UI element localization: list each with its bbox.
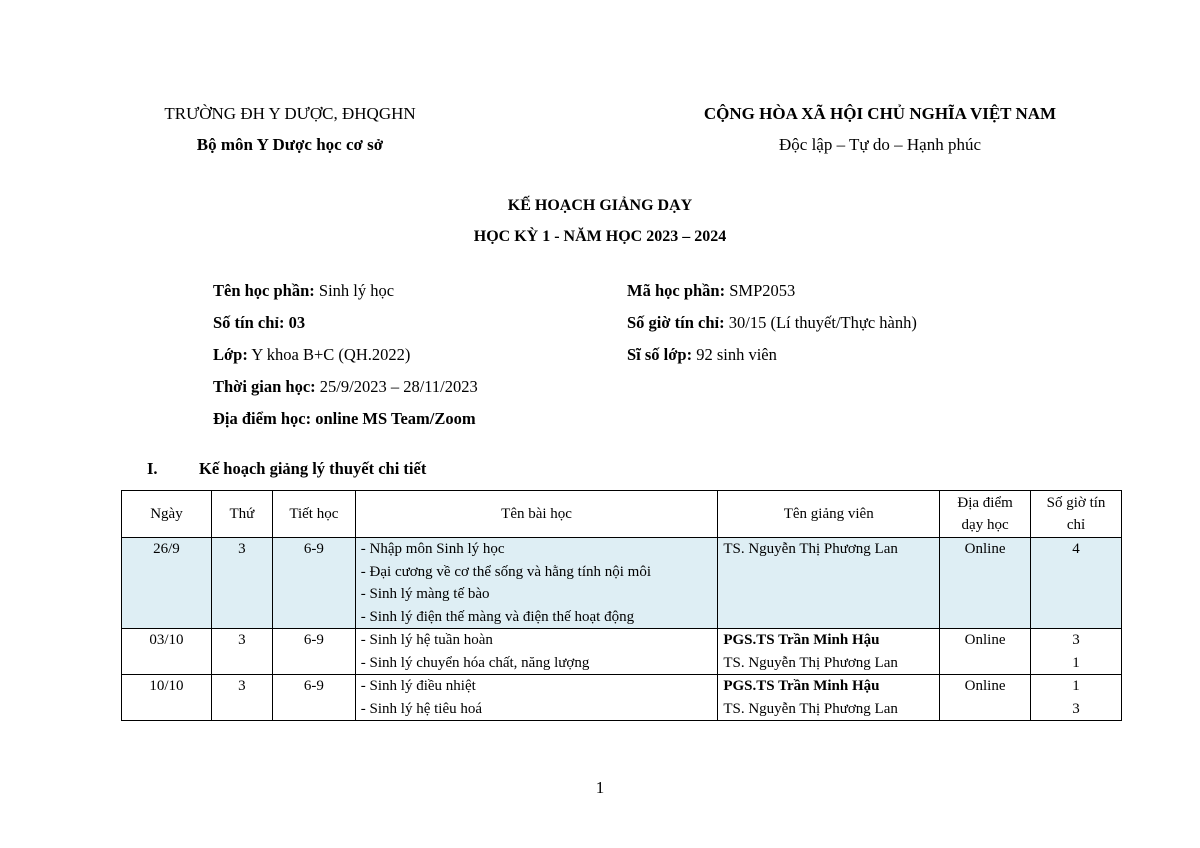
course-info-right <box>627 275 917 371</box>
row-hours <box>1031 538 1122 629</box>
lecturer-name: TS. Nguyễn Thị Phương Lan <box>723 700 898 717</box>
header-date: Ngày <box>122 491 212 538</box>
hours-value: 1 <box>1072 678 1080 694</box>
national-motto: Độc lập – Tự do – Hạnh phúc <box>779 135 981 154</box>
lesson-item: - Đại cương về cơ thể sống và hằng tính nội môi <box>360 563 651 580</box>
header-lesson: Tên bài học <box>355 491 718 538</box>
lecturer-name: PGS.TS Trần Minh Hậu <box>723 632 880 648</box>
lesson-item: - Sinh lý màng tế bào <box>360 586 490 602</box>
row-venue: Online <box>940 629 1031 675</box>
lesson-item: - Sinh lý hệ tuần hoàn <box>360 632 493 648</box>
row-lecturers <box>718 629 940 675</box>
university-name: TRƯỜNG ĐH Y DƯỢC, ĐHQGHN <box>164 104 416 123</box>
hours-value: 4 <box>1072 541 1080 557</box>
row-hours <box>1031 629 1122 675</box>
row-venue: Online <box>940 538 1031 629</box>
row-weekday: 3 <box>211 629 272 675</box>
header-weekday: Thứ <box>211 491 272 538</box>
schedule-table <box>121 490 1122 721</box>
row-weekday: 3 <box>211 675 272 721</box>
hours-value: 3 <box>1072 700 1080 717</box>
hours-value: 1 <box>1072 654 1080 671</box>
header-venue: Địa điểm dạy học <box>940 491 1031 538</box>
institution-header <box>130 98 450 160</box>
hours-value: 3 <box>1072 632 1080 648</box>
lesson-item: - Nhập môn Sinh lý học <box>360 541 505 557</box>
lesson-item: - Sinh lý điều nhiệt <box>360 678 476 694</box>
row-lessons <box>355 629 718 675</box>
row-lecturers <box>718 538 940 629</box>
row-period: 6-9 <box>272 629 355 675</box>
national-header <box>660 98 1100 160</box>
country-name: CỘNG HÒA XÃ HỘI CHỦ NGHĨA VIỆT NAM <box>703 104 1057 123</box>
table-row <box>122 538 1122 629</box>
study-time: Thời gian học: 25/9/2023 – 28/11/2023 <box>213 377 478 396</box>
course-code: Mã học phần: SMP2053 <box>627 281 796 300</box>
lesson-item: - Sinh lý chuyển hóa chất, năng lượng <box>360 654 590 671</box>
lesson-item: - Sinh lý hệ tiêu hoá <box>360 700 483 717</box>
study-location: Địa điểm học: online MS Team/Zoom <box>213 409 476 428</box>
row-lecturers <box>718 675 940 721</box>
credits: Số tín chỉ: 03 <box>213 313 306 332</box>
class-size: Sĩ số lớp: 92 sinh viên <box>627 345 777 364</box>
lecturer-name: TS. Nguyễn Thị Phương Lan <box>723 654 898 671</box>
section-title: Kế hoạch giảng lý thuyết chi tiết <box>199 459 427 478</box>
row-venue: Online <box>940 675 1031 721</box>
course-info-left <box>213 275 478 435</box>
table-header-row <box>122 491 1122 538</box>
department-name: Bộ môn Y Dược học cơ sở <box>196 135 384 154</box>
lesson-item: - Sinh lý điện thế màng và điện thế hoạt động <box>360 608 635 625</box>
row-date: 10/10 <box>122 675 212 721</box>
header-hours: Số giờ tín chỉ <box>1031 491 1122 538</box>
row-date: 26/9 <box>122 538 212 629</box>
document-title <box>0 190 1200 252</box>
row-hours <box>1031 675 1122 721</box>
row-period: 6-9 <box>272 538 355 629</box>
row-lessons <box>355 675 718 721</box>
lecturer-name: TS. Nguyễn Thị Phương Lan <box>723 541 898 557</box>
row-date: 03/10 <box>122 629 212 675</box>
page-number: 1 <box>595 778 605 797</box>
row-lessons <box>355 538 718 629</box>
title-line-2: HỌC KỲ 1 - NĂM HỌC 2023 – 2024 <box>473 228 727 245</box>
section-number: I. <box>147 459 158 478</box>
title-line-1: KẾ HOẠCH GIẢNG DẠY <box>507 197 693 214</box>
header-lecturer: Tên giảng viên <box>718 491 940 538</box>
table-row <box>122 675 1122 721</box>
section-heading <box>147 459 426 479</box>
header-period: Tiết học <box>272 491 355 538</box>
course-name: Tên học phần: Sinh lý học <box>213 281 395 300</box>
table-row <box>122 629 1122 675</box>
row-period: 6-9 <box>272 675 355 721</box>
lecturer-name: PGS.TS Trần Minh Hậu <box>723 678 880 694</box>
row-weekday: 3 <box>211 538 272 629</box>
credit-hours: Số giờ tín chỉ: 30/15 (Lí thuyết/Thực hành) <box>627 313 917 332</box>
class-name: Lớp: Y khoa B+C (QH.2022) <box>213 345 411 364</box>
